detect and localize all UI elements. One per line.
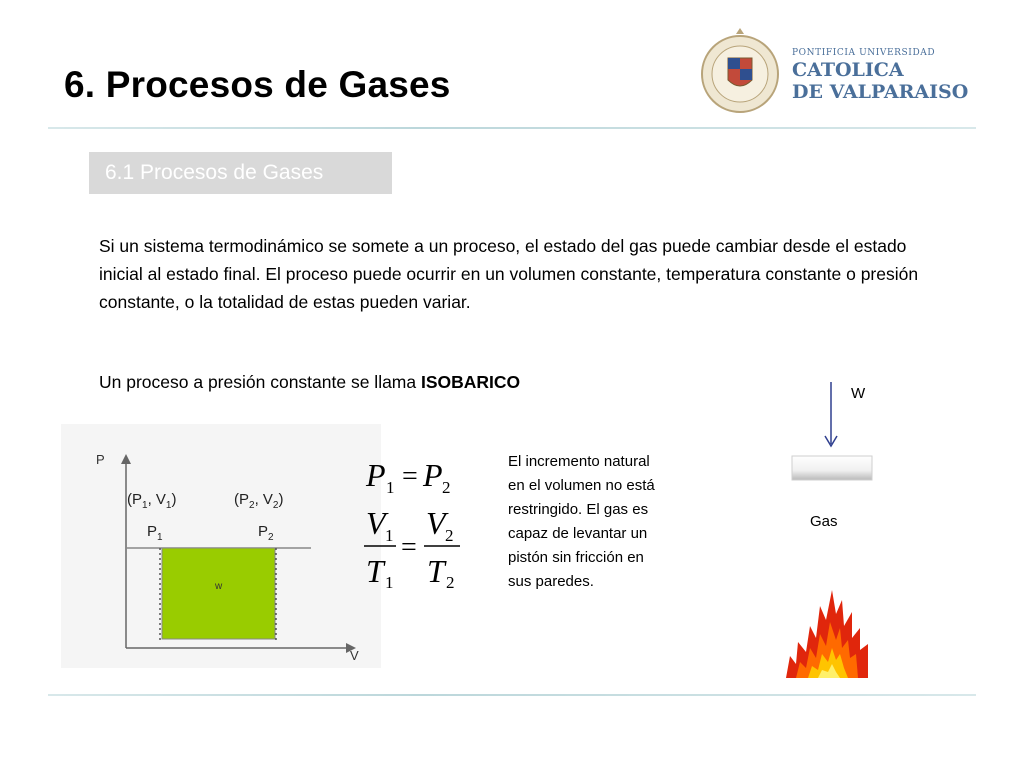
explanation-note: El incremento natural en el volumen no está restringido. El gas es capaz de levantar un pistón sin fricción en sus paredes.: [508, 453, 655, 590]
state2-open: (P: [234, 491, 249, 508]
university-name-line1: PONTIFICIA UNIVERSIDAD: [792, 48, 936, 58]
state1-mid: , V: [147, 491, 166, 508]
state1-v-sub: 1: [165, 500, 172, 511]
fire-icon: [782, 586, 872, 678]
p1-label: [147, 523, 163, 543]
eq-v2: V: [426, 505, 446, 541]
footer-divider: [48, 694, 976, 696]
eq-v1-sub: 1: [385, 526, 394, 545]
p-axis-label: P: [96, 452, 105, 467]
state1-label: [127, 491, 176, 511]
state1-close: ): [171, 491, 177, 508]
eq-v2-sub: 2: [445, 526, 454, 545]
piston: [792, 456, 872, 480]
work-label: W: [851, 385, 866, 402]
isobaric-term: ISOBARICO: [420, 372, 521, 392]
p2-label: [258, 523, 274, 543]
state2-label: [234, 491, 283, 511]
slide-title: 6. Procesos de Gases: [64, 64, 451, 105]
university-name: [792, 48, 968, 103]
p2-sub: 2: [268, 532, 274, 543]
section-subtitle: 6.1 Procesos de Gases: [89, 152, 392, 194]
piston-diagram: [740, 372, 880, 487]
eq-p2: P: [423, 457, 443, 493]
eq-t2: T: [427, 553, 445, 589]
p-axis-arrow-icon: [121, 454, 131, 464]
gas-label: Gas: [810, 513, 838, 530]
state2-v-sub: 2: [272, 500, 279, 511]
state2-close: ): [278, 491, 284, 508]
p1-sub: 1: [157, 532, 163, 543]
eq-equals-top: =: [402, 461, 418, 492]
work-area: [162, 548, 275, 639]
eq-t1: T: [366, 553, 384, 589]
eq-t1-sub: 1: [385, 573, 394, 592]
area-label: w: [215, 581, 223, 592]
header-divider: [48, 127, 976, 129]
university-name-line2: CATOLICA: [792, 59, 904, 81]
eq-p1: P: [366, 457, 386, 493]
state1-p-sub: 1: [142, 500, 148, 511]
eq-v1: V: [366, 505, 386, 541]
isobaric-sentence: [99, 368, 520, 396]
university-name-line3: DE VALPARAISO: [792, 81, 969, 103]
state2-p-sub: 2: [249, 500, 255, 511]
state2-mid: , V: [254, 491, 273, 508]
eq-equals-bottom: =: [401, 532, 417, 563]
pv-diagram: [61, 424, 381, 668]
eq-p2-sub: 2: [442, 478, 451, 497]
v-axis-label: V: [350, 648, 359, 663]
intro-paragraph: Si un sistema termodinámico se somete a un proceso, el estado del gas puede cambiar desde el estado inicial al estado final. El proceso puede ocurrir en un volumen constante, temperatura constante o presión constante, o la totalidad de estas pueden variar.: [99, 236, 919, 312]
isobaric-equations: [360, 448, 470, 598]
university-seal-icon: [700, 28, 780, 116]
isobaric-intro: Un proceso a presión constante se llama: [99, 372, 421, 392]
p1-base: P: [147, 523, 158, 540]
p2-base: P: [258, 523, 269, 540]
state1-open: (P: [127, 491, 142, 508]
eq-p1-sub: 1: [386, 478, 395, 497]
eq-t2-sub: 2: [446, 573, 455, 592]
